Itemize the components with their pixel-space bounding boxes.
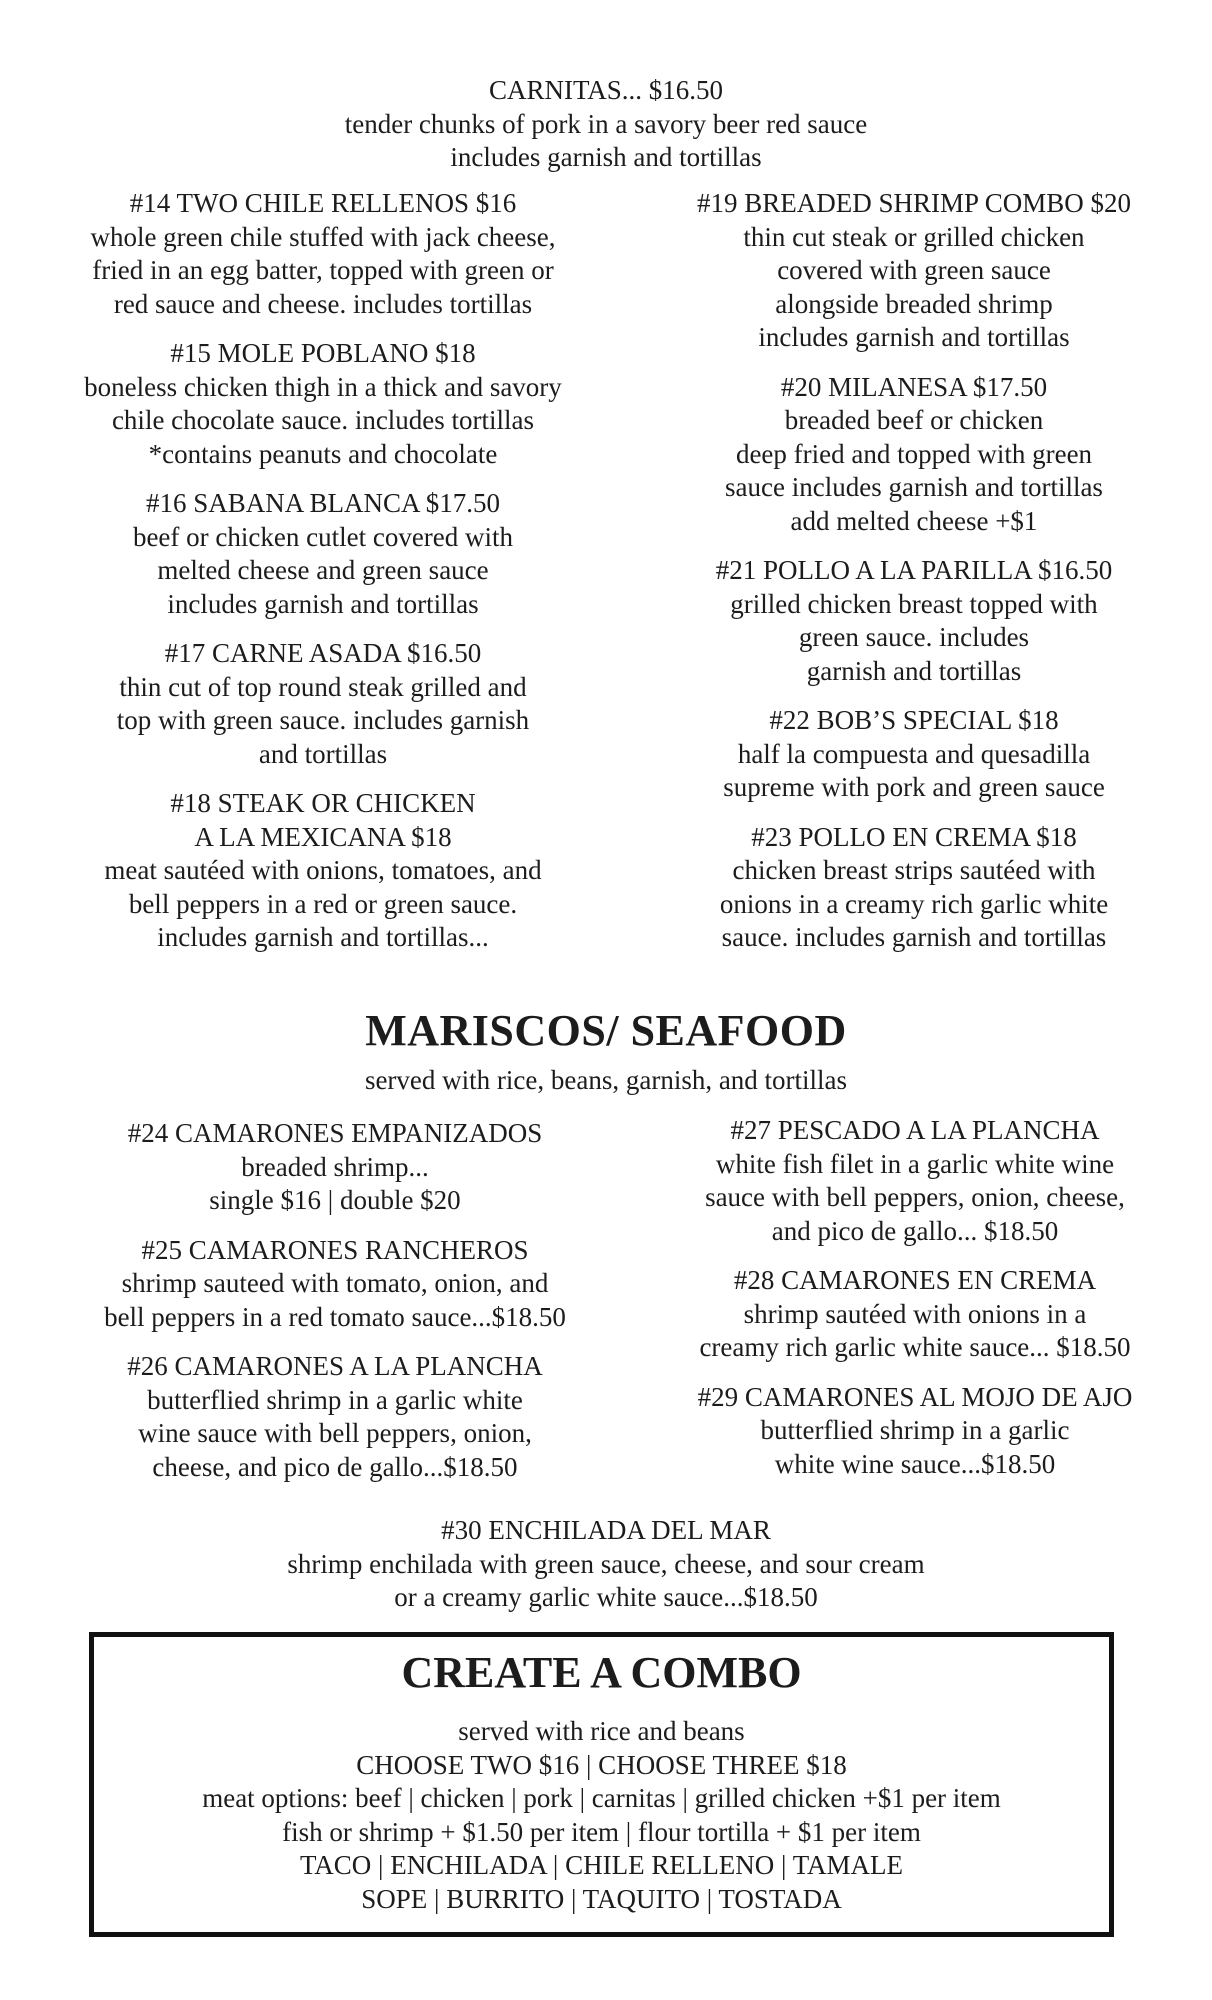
combo-upcharges: fish or shrimp + $1.50 per item | flour tortilla + $1 per item [282, 1816, 921, 1847]
menu-item-27 [640, 1114, 1190, 1248]
menu-item-20 [644, 371, 1184, 539]
item-description: bell peppers in a red or green sauce. [128, 888, 518, 919]
item-title: #18 STEAK OR CHICKEN [170, 788, 476, 818]
item-title: #17 CARNE ASADA $16.50 [164, 638, 482, 668]
menu-item-19 [644, 187, 1184, 355]
item-description: breaded shrimp... [241, 1151, 429, 1182]
item-description: chicken breast strips sautéed with [732, 855, 1096, 885]
item-description: shrimp sautéed with onions in a [743, 1298, 1087, 1329]
item-description: green sauce. includes [798, 622, 1030, 652]
item-description: meat sautéed with onions, tomatoes, and [104, 855, 542, 885]
menu-item-29 [640, 1381, 1190, 1482]
menu-item-21 [644, 554, 1184, 688]
seafood-right-column [640, 1114, 1190, 1497]
item-description: tender chunks of pork in a savory beer red sauce [344, 108, 868, 139]
item-description: sauce includes garnish and tortillas [725, 472, 1103, 502]
combo-served-with: served with rice and beans [458, 1716, 745, 1746]
item-title: #21 POLLO A LA PARILLA $16.50 [715, 555, 1113, 585]
item-title: #25 CAMARONES RANCHEROS [141, 1234, 529, 1265]
item-description: creamy rich garlic white sauce... $18.50 [699, 1332, 1131, 1362]
item-description: top with green sauce. includes garnish [116, 705, 530, 735]
item-title: #27 PESCADO A LA PLANCHA [730, 1115, 1100, 1145]
item-description: includes garnish and tortillas [450, 142, 762, 172]
item-title: #14 TWO CHILE RELLENOS $16 [129, 188, 517, 218]
item-description: grilled chicken breast topped with [730, 588, 1098, 619]
menu-item-14 [28, 187, 618, 321]
item-description: includes garnish and tortillas [758, 322, 1070, 352]
item-description: cheese, and pico de gallo...$18.50 [152, 1451, 518, 1482]
item-description: deep fried and topped with green [735, 438, 1093, 469]
menu-item-carnitas [0, 74, 1212, 175]
menu-item-25 [50, 1234, 620, 1335]
item-description: melted cheese and green sauce [157, 555, 489, 585]
item-title: #23 POLLO EN CREMA $18 [751, 821, 1077, 852]
combo-details [94, 1715, 1109, 1916]
seafood-section-title: MARISCOS/ SEAFOOD [365, 1006, 847, 1055]
item-description: and pico de gallo... $18.50 [771, 1215, 1059, 1246]
menu-item-22 [644, 704, 1184, 805]
entrees-left-column [28, 187, 618, 971]
menu-item-18 [28, 787, 618, 955]
item-title: #20 MILANESA $17.50 [780, 371, 1048, 402]
item-description: garnish and tortillas [806, 655, 1022, 686]
combo-item-options: SOPE | BURRITO | TAQUITO | TOSTADA [361, 1883, 842, 1914]
item-description: fried in an egg batter, topped with green or [92, 255, 554, 285]
item-description: white fish filet in a garlic white wine [715, 1148, 1115, 1179]
item-title: #15 MOLE POBLANO $18 [170, 338, 476, 368]
item-title: #22 BOB’S SPECIAL $18 [769, 705, 1059, 735]
menu-item-23 [644, 821, 1184, 955]
item-title: #16 SABANA BLANCA $17.50 [145, 488, 501, 518]
combo-pricing: CHOOSE TWO $16 | CHOOSE THREE $18 [356, 1749, 847, 1780]
item-title: #24 CAMARONES EMPANIZADOS [127, 1118, 543, 1148]
item-description: onions in a creamy rich garlic white [719, 888, 1109, 919]
item-description: sauce. includes garnish and tortillas [721, 922, 1107, 952]
item-description: thin cut steak or grilled chicken [743, 221, 1085, 252]
item-description: boneless chicken thigh in a thick and savory [84, 371, 562, 402]
item-description: beef or chicken cutlet covered with [132, 521, 514, 552]
item-title: #30 ENCHILADA DEL MAR [441, 1515, 771, 1545]
menu-item-17 [28, 637, 618, 771]
item-description: alongside breaded shrimp [775, 288, 1053, 319]
item-description: breaded beef or chicken [784, 405, 1044, 435]
create-a-combo-box [89, 1632, 1114, 1937]
item-description: supreme with pork and green sauce [723, 772, 1105, 802]
menu-item-24 [50, 1117, 620, 1218]
item-note: *contains peanuts and chocolate [148, 438, 498, 469]
item-description: whole green chile stuffed with jack cheese, [90, 221, 556, 252]
item-description: butterflied shrimp in a garlic [760, 1415, 1070, 1445]
seafood-section-subtitle: served with rice, beans, garnish, and tortillas [364, 1065, 848, 1095]
item-title: #28 CAMARONES EN CREMA [733, 1265, 1097, 1295]
item-description: bell peppers in a red tomato sauce...$18.50 [104, 1301, 566, 1332]
item-title: #29 CAMARONES AL MOJO DE AJO [697, 1381, 1133, 1412]
menu-item-28 [640, 1264, 1190, 1365]
item-description: covered with green sauce [777, 255, 1051, 285]
item-description: chile chocolate sauce. includes tortillas [111, 405, 535, 435]
item-description: half la compuesta and quesadilla [737, 738, 1091, 769]
combo-item-options: TACO | ENCHILADA | CHILE RELLENO | TAMALE [299, 1850, 904, 1880]
combo-meat-options: meat options: beef | chicken | pork | carnitas | grilled chicken +$1 per item [202, 1783, 1001, 1813]
item-description: and tortillas [258, 738, 388, 769]
item-description: butterflied shrimp in a garlic white [147, 1384, 523, 1415]
item-description: wine sauce with bell peppers, onion, [138, 1418, 532, 1448]
item-description: shrimp sauteed with tomato, onion, and [121, 1268, 549, 1298]
item-description: shrimp enchilada with green sauce, cheese, and sour cream [287, 1548, 925, 1579]
menu-item-15 [28, 337, 618, 471]
item-description: or a creamy garlic white sauce...$18.50 [394, 1582, 818, 1612]
item-description: thin cut of top round steak grilled and [119, 671, 527, 702]
entrees-right-column [644, 187, 1184, 971]
item-description: red sauce and cheese. includes tortillas [113, 288, 533, 319]
item-description: white wine sauce...$18.50 [774, 1448, 1056, 1479]
seafood-left-column [50, 1117, 620, 1500]
menu-item-30 [0, 1514, 1212, 1615]
item-title: A LA MEXICANA $18 [194, 821, 452, 852]
combo-title: CREATE A COMBO [401, 1648, 802, 1697]
menu-item-16 [28, 487, 618, 621]
item-price: single $16 | double $20 [209, 1185, 461, 1215]
item-description: includes garnish and tortillas... [157, 922, 489, 952]
item-description: includes garnish and tortillas [167, 588, 479, 619]
item-description: add melted cheese +$1 [790, 505, 1038, 536]
item-description: sauce with bell peppers, onion, cheese, [705, 1182, 1125, 1212]
item-title: #19 BREADED SHRIMP COMBO $20 [696, 188, 1132, 218]
menu-item-26 [50, 1350, 620, 1484]
item-title: #26 CAMARONES A LA PLANCHA [127, 1351, 543, 1381]
item-title: CARNITAS... $16.50 [488, 75, 724, 105]
